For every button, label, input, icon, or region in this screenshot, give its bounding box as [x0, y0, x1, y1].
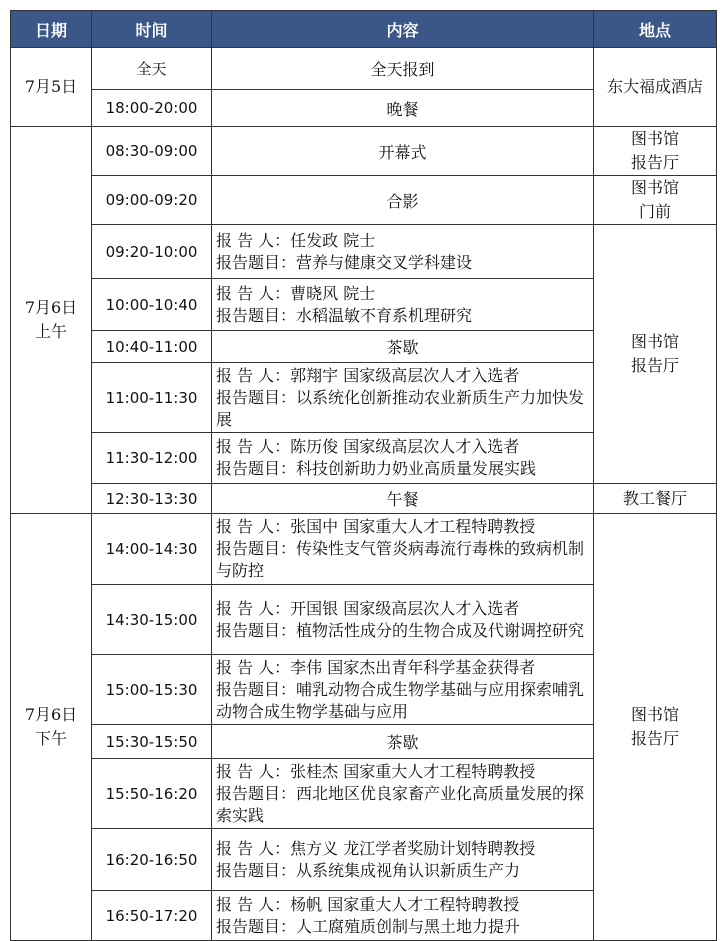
talk-cell	[212, 279, 594, 331]
topic-line: 报告题目：传染性支气管炎病毒流行毒株的致病机制与防控	[216, 539, 585, 580]
topic-line: 报告题目：营养与健康交叉学科建设	[216, 252, 473, 272]
venue-line: 图书馆	[630, 129, 679, 148]
table-row	[11, 514, 717, 585]
venue-line: 图书馆	[630, 178, 679, 197]
date-label: 7月6日	[24, 705, 78, 724]
content-cell: 开幕式	[212, 127, 594, 176]
time-cell: 15:30-15:50	[92, 725, 212, 759]
table-row	[11, 48, 717, 90]
talk-cell	[212, 759, 594, 829]
table-row	[11, 127, 717, 176]
speaker-line: 报 告 人：曹晓风 院士	[216, 283, 376, 303]
topic-line: 报告题目：哺乳动物合成生物学基础与应用探索哺乳动物合成生物学基础与应用	[216, 679, 585, 721]
time-cell: 15:00-15:30	[92, 655, 212, 725]
date-label: 7月6日	[24, 298, 78, 317]
venue-cell	[594, 127, 717, 176]
content-cell: 茶歇	[212, 331, 594, 363]
talk-cell	[212, 363, 594, 433]
time-cell: 11:00-11:30	[92, 363, 212, 433]
date-cell-jul6-pm	[11, 514, 92, 941]
time-cell: 09:20-10:00	[92, 225, 212, 279]
venue-cell	[594, 176, 717, 225]
time-cell: 12:30-13:30	[92, 484, 212, 514]
speaker-line: 报 告 人：陈历俊 国家级高层次人才入选者	[216, 437, 520, 456]
time-cell: 全天	[92, 48, 212, 90]
time-cell: 14:30-15:00	[92, 585, 212, 655]
content-cell: 晚餐	[212, 90, 594, 127]
header-date: 日期	[11, 11, 92, 48]
session-label: 上午	[34, 322, 67, 341]
time-cell: 11:30-12:00	[92, 433, 212, 484]
venue-line: 门前	[638, 202, 671, 221]
venue-cell	[594, 225, 717, 484]
time-cell: 10:40-11:00	[92, 331, 212, 363]
time-cell: 18:00-20:00	[92, 90, 212, 127]
time-cell: 08:30-09:00	[92, 127, 212, 176]
table-row	[11, 484, 717, 514]
header-venue: 地点	[594, 11, 717, 48]
topic-line: 报告题目：科技创新助力奶业高质量发展实践	[216, 459, 537, 478]
venue-cell: 教工餐厅	[594, 484, 717, 514]
time-cell: 16:20-16:50	[92, 829, 212, 891]
schedule-table	[10, 10, 717, 941]
session-label: 下午	[34, 729, 67, 748]
topic-line: 报告题目：从系统集成视角认识新质生产力	[216, 860, 521, 880]
venue-line: 图书馆	[630, 332, 679, 351]
topic-line: 报告题目：西北地区优良家畜产业化高质量发展的探索实践	[216, 783, 585, 825]
speaker-line: 报 告 人：郭翔宇 国家级高层次人才入选者	[216, 365, 520, 385]
time-cell: 09:00-09:20	[92, 176, 212, 225]
topic-line: 报告题目：人工腐殖质创制与黑土地力提升	[216, 916, 521, 936]
time-cell: 14:00-14:30	[92, 514, 212, 585]
date-cell-jul6-am	[11, 127, 92, 514]
content-cell: 午餐	[212, 484, 594, 514]
venue-cell: 东大福成酒店	[594, 48, 717, 127]
topic-line: 报告题目：水稻温敏不育系机理研究	[216, 305, 473, 325]
talk-cell	[212, 655, 594, 725]
speaker-line: 报 告 人：张国中 国家重大人才工程特聘教授	[216, 517, 536, 536]
topic-line: 报告题目：植物活性成分的生物合成及代谢调控研究	[216, 620, 585, 640]
venue-line: 报告厅	[630, 729, 679, 748]
talk-cell	[212, 433, 594, 484]
header-content: 内容	[212, 11, 594, 48]
header-row	[11, 11, 717, 48]
venue-line: 报告厅	[630, 356, 679, 375]
talk-cell	[212, 829, 594, 891]
table-row	[11, 225, 717, 279]
speaker-line: 报 告 人：张桂杰 国家重大人才工程特聘教授	[216, 761, 536, 781]
header-time: 时间	[92, 11, 212, 48]
venue-cell	[594, 514, 717, 941]
time-cell: 15:50-16:20	[92, 759, 212, 829]
talk-cell	[212, 585, 594, 655]
speaker-line: 报 告 人：任发政 院士	[216, 230, 376, 250]
time-cell: 10:00-10:40	[92, 279, 212, 331]
speaker-line: 报 告 人：焦方义 龙江学者奖励计划特聘教授	[216, 838, 536, 858]
topic-line: 报告题目：以系统化创新推动农业新质生产力加快发展	[216, 387, 585, 429]
talk-cell	[212, 891, 594, 941]
content-cell: 合影	[212, 176, 594, 225]
content-cell: 茶歇	[212, 725, 594, 759]
table-row	[11, 176, 717, 225]
speaker-line: 报 告 人：李伟 国家杰出青年科学基金获得者	[216, 657, 536, 677]
speaker-line: 报 告 人：开国银 国家级高层次人才入选者	[216, 598, 520, 618]
date-cell-jul5: 7月5日	[11, 48, 92, 127]
talk-cell	[212, 225, 594, 279]
content-cell: 全天报到	[212, 48, 594, 90]
talk-cell	[212, 514, 594, 585]
venue-line: 报告厅	[630, 153, 679, 172]
time-cell: 16:50-17:20	[92, 891, 212, 941]
speaker-line: 报 告 人：杨帆 国家重大人才工程特聘教授	[216, 894, 520, 914]
venue-line: 图书馆	[630, 705, 679, 724]
